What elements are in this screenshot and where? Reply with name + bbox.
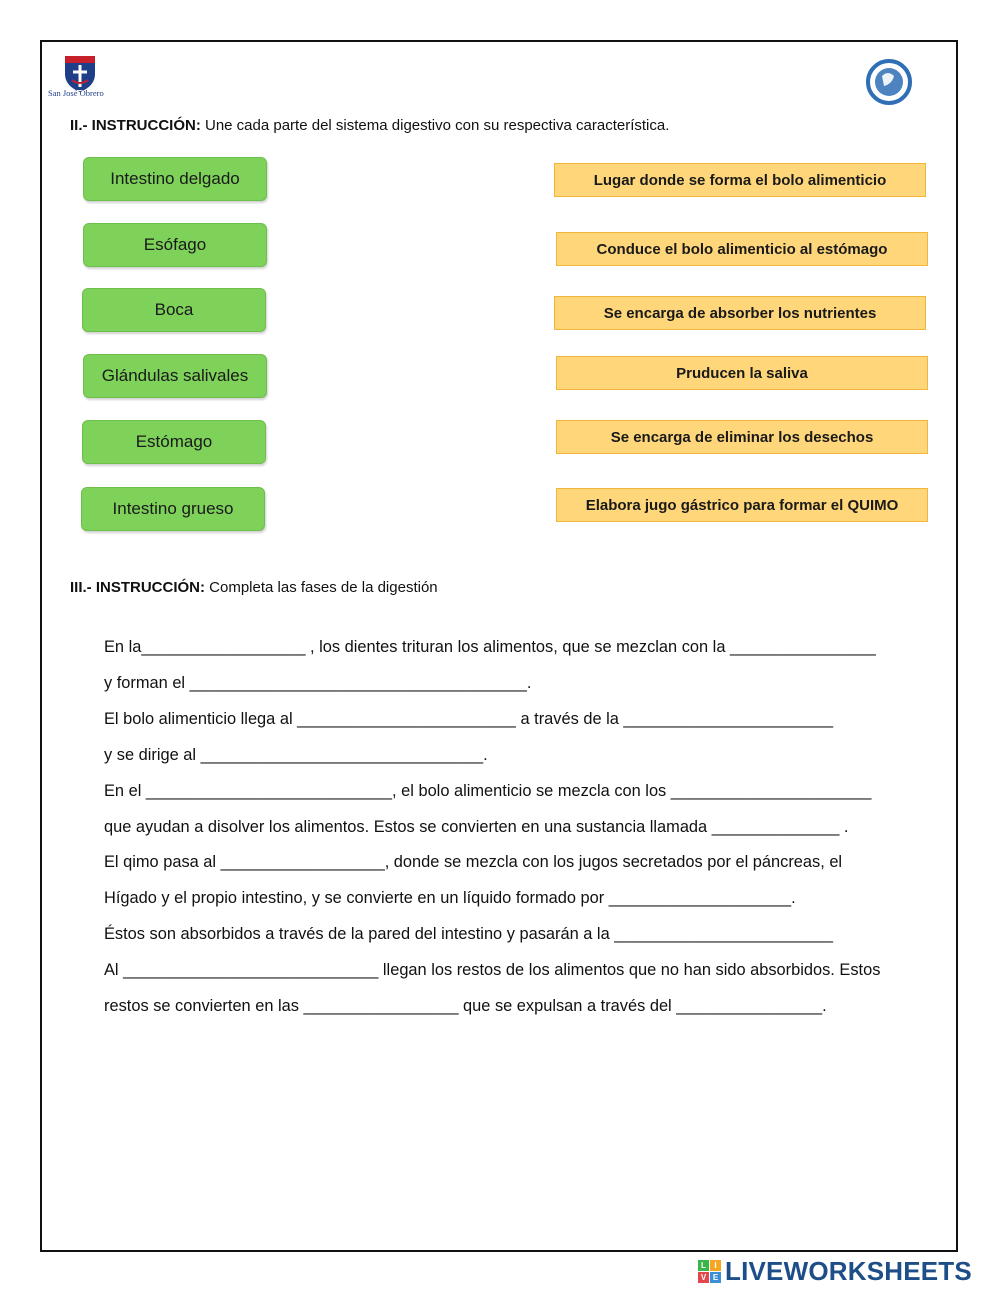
brand-text: LIVEWORKSHEETS (725, 1255, 972, 1286)
brand-badge-letter: V (698, 1272, 709, 1283)
brand-badge-letter: I (710, 1260, 721, 1271)
school-crest-icon (48, 52, 110, 104)
section-3-label: III.- INSTRUCCIÓN: (70, 579, 205, 596)
characteristic-box-saliva[interactable]: Pruducen la saliva (556, 356, 928, 390)
fill-line[interactable]: que ayudan a disolver los alimentos. Estos se convierten en una sustancia llamada ______________ . (104, 817, 849, 836)
brand-badge-icon (698, 1260, 721, 1283)
liveworksheets-logo[interactable] (698, 1256, 972, 1286)
fill-line[interactable]: y forman el _____________________________________. (104, 673, 532, 692)
part-box-glandulas-salivales[interactable]: Glándulas salivales (83, 354, 267, 398)
characteristic-box-quimo[interactable]: Elabora jugo gástrico para formar el QUIMO (556, 488, 928, 522)
fill-line[interactable]: El qimo pasa al __________________, donde se mezcla con los jugos secretados por el páncreas, el (104, 853, 843, 872)
characteristic-box-absorber[interactable]: Se encarga de absorber los nutrientes (554, 296, 926, 330)
characteristic-box-conduce[interactable]: Conduce el bolo alimenticio al estómago (556, 232, 928, 266)
section-3-text: Completa las fases de la digestión (205, 579, 438, 596)
characteristic-box-desechos[interactable]: Se encarga de eliminar los desechos (556, 420, 928, 454)
school-name: San José Obrero (48, 88, 104, 98)
digestion-fill-paragraph (104, 630, 924, 1025)
fill-line[interactable]: En la__________________ , los dientes trituran los alimentos, que se mezclan con la ________________ (104, 638, 876, 656)
fill-line[interactable]: Éstos son absorbidos a través de la pared del intestino y pasarán a la ________________________ (104, 925, 834, 944)
part-box-esofago[interactable]: Esófago (83, 223, 267, 267)
brand-badge-letter: E (710, 1272, 721, 1283)
section-2-instruction (70, 117, 669, 134)
fill-line[interactable]: Al ____________________________ llegan los restos de los alimentos que no han sido absorbidos. Estos (104, 961, 881, 980)
fill-line[interactable]: En el ___________________________, el bolo alimenticio se mezcla con los ______________________ (104, 781, 872, 800)
part-box-boca[interactable]: Boca (82, 288, 266, 332)
globe-logo-icon (862, 56, 920, 106)
brand-badge-letter: L (698, 1260, 709, 1271)
fill-line[interactable]: restos se convierten en las _________________ que se expulsan a través del ________________. (104, 997, 827, 1016)
fill-line[interactable]: Hígado y el propio intestino, y se convierte en un líquido formado por ____________________. (104, 889, 796, 908)
part-box-estomago[interactable]: Estómago (82, 420, 266, 464)
section-3-instruction (70, 579, 438, 596)
part-box-intestino-delgado[interactable]: Intestino delgado (83, 157, 267, 201)
part-box-intestino-grueso[interactable]: Intestino grueso (81, 487, 265, 531)
section-2-label: II.- INSTRUCCIÓN: (70, 117, 201, 134)
fill-line[interactable]: y se dirige al _______________________________. (104, 745, 488, 764)
fill-line[interactable]: El bolo alimenticio llega al ________________________ a través de la _______________________ (104, 709, 834, 728)
section-2-text: Une cada parte del sistema digestivo con su respectiva característica. (200, 117, 670, 134)
characteristic-box-bolo[interactable]: Lugar donde se forma el bolo alimenticio (554, 163, 926, 197)
